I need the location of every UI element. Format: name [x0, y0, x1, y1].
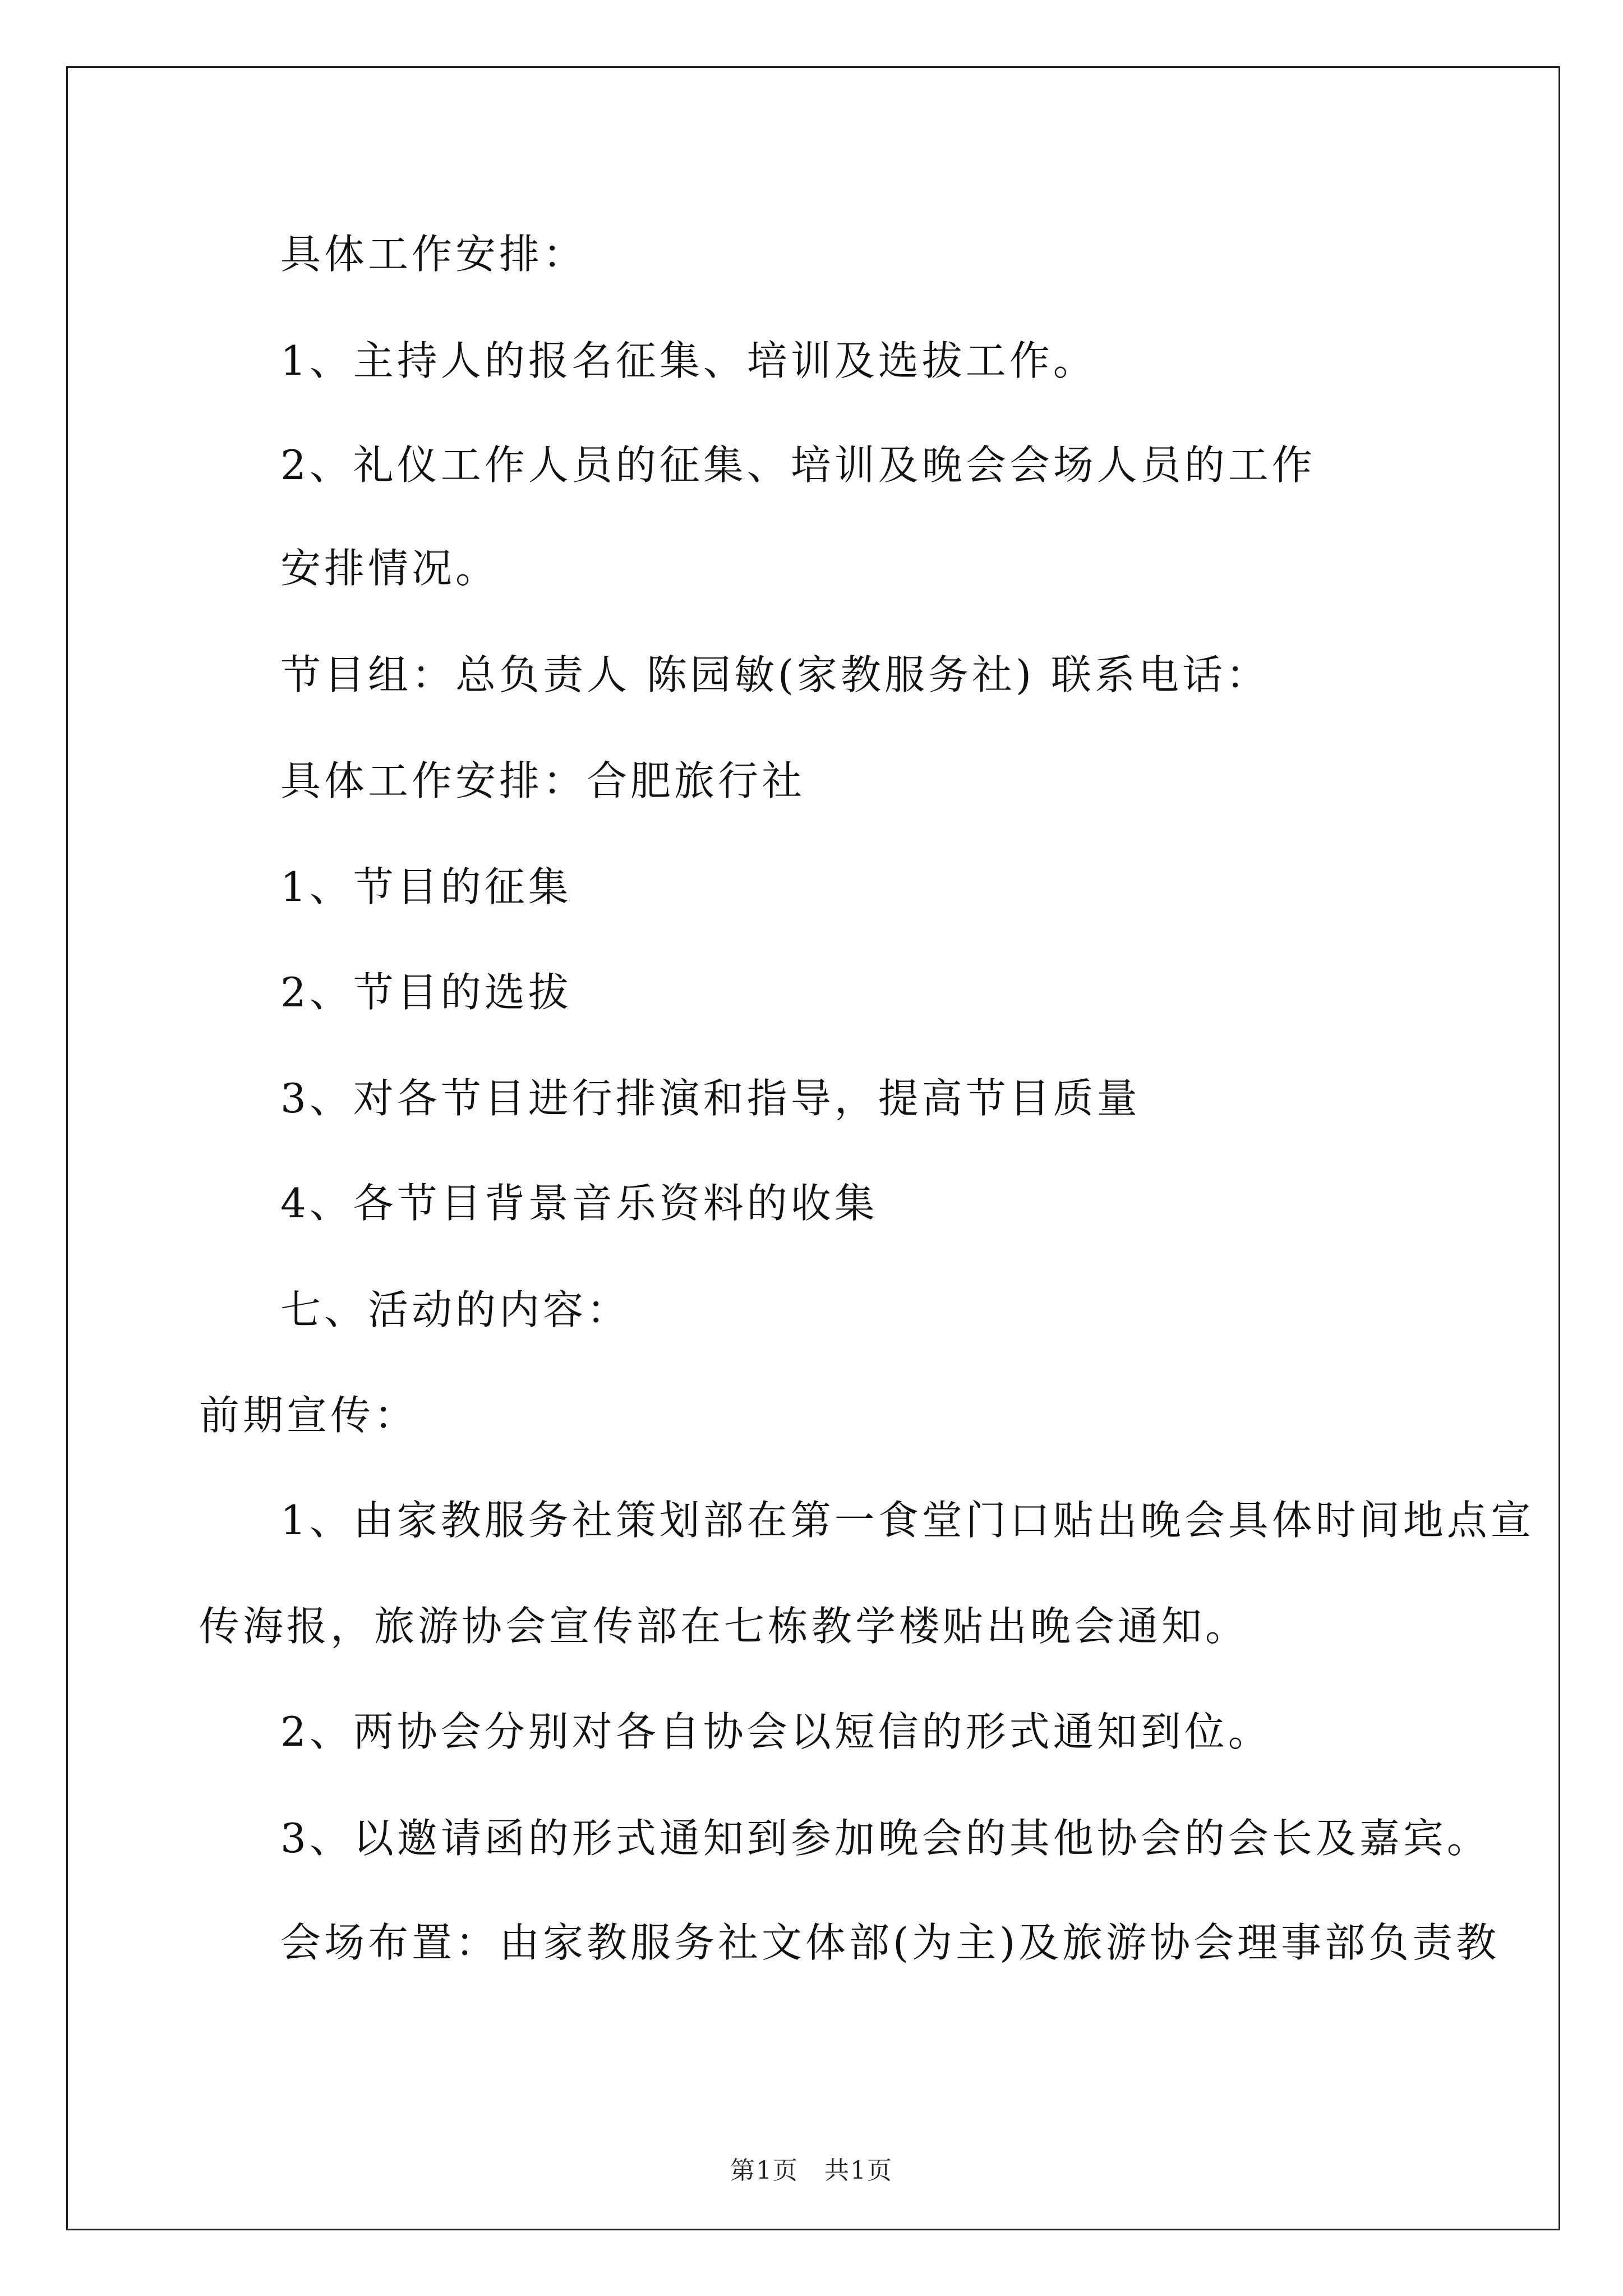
text-line: 传海报，旅游协会宣传部在七栋教学楼贴出晚会通知。: [199, 1603, 1249, 1650]
text-line: 3、对各节目进行排演和指导，提高节目质量: [280, 1075, 1141, 1122]
text-line: 具体工作安排：: [280, 231, 587, 278]
text-line: 1、主持人的报名征集、培训及选拔工作。: [280, 337, 1097, 384]
text-line: 2、两协会分别对各自协会以短信的形式通知到位。: [280, 1708, 1272, 1755]
text-line: 前期宣传：: [199, 1392, 418, 1439]
text-line: 节目组：总负责人 陈园敏(家教服务社) 联系电话：: [280, 651, 1270, 698]
text-line: 2、节目的选拔: [280, 969, 572, 1016]
text-line: 1、节目的征集: [280, 863, 572, 910]
section-heading: 七、活动的内容：: [280, 1286, 631, 1333]
text-line: 4、各节目背景音乐资料的收集: [280, 1180, 878, 1227]
text-line: 安排情况。: [280, 545, 500, 592]
text-line: 2、礼仪工作人员的征集、培训及晚会会场人员的工作: [280, 441, 1316, 489]
page-border: [66, 66, 1560, 2230]
text-line: 具体工作安排：合肥旅行社: [280, 757, 806, 804]
page-number: 第1页 共1页: [730, 2156, 893, 2185]
text-line: 1、由家教服务社策划部在第一食堂门口贴出晚会具体时间地点宣: [280, 1497, 1534, 1544]
text-line: 3、以邀请函的形式通知到参加晚会的其他协会的会长及嘉宾。: [280, 1815, 1491, 1862]
text-line: 会场布置：由家教服务社文体部(为主)及旅游协会理事部负责教: [280, 1919, 1500, 1966]
